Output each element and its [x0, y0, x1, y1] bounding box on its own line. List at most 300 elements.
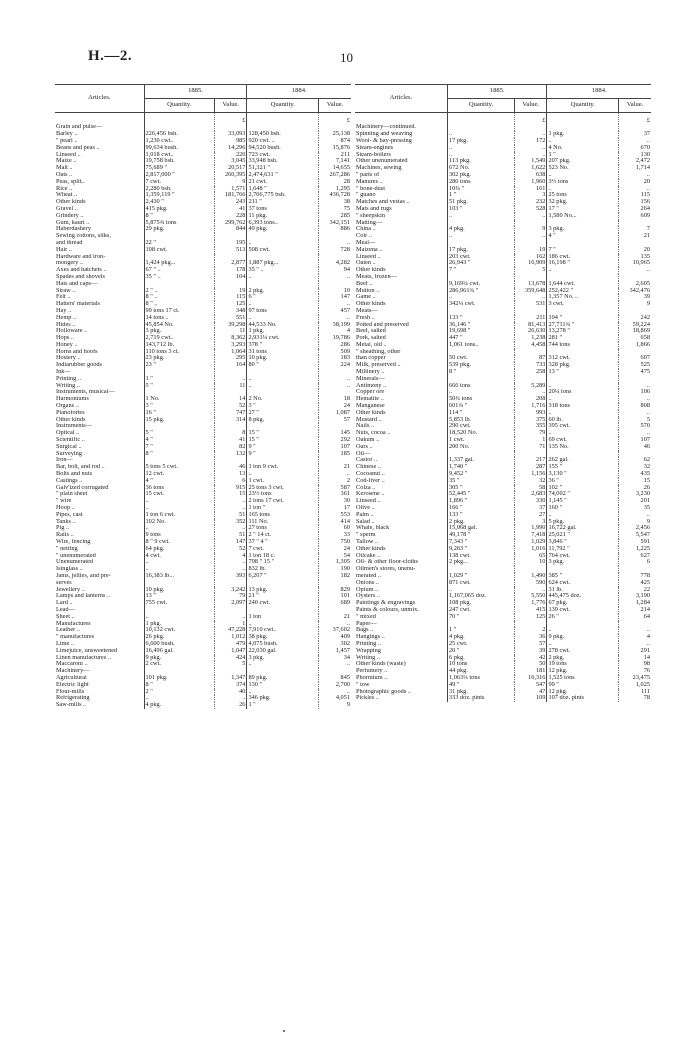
quantity-1885-cell	[448, 240, 515, 247]
value-1885-cell: 479	[215, 641, 247, 648]
value-1885-cell: 42	[515, 655, 547, 662]
value-1884-cell: 25,138	[319, 131, 351, 138]
value-1884-cell: 609	[619, 213, 651, 220]
article-cell: Harmoniums	[55, 396, 144, 403]
quantity-1885-cell: 17 pkg.	[449, 246, 468, 253]
value-1884-cell: 101	[319, 593, 351, 600]
table-row	[355, 328, 651, 335]
table-row	[355, 342, 651, 349]
value-1885-cell: 217	[515, 457, 547, 464]
quantity-1885-cell: 1 No.	[145, 396, 160, 403]
table-row	[355, 186, 651, 193]
value-1885-cell: 14,296	[215, 145, 247, 152]
table-row	[55, 165, 351, 172]
value-1885-cell: 1	[515, 437, 547, 444]
value-1884-cell: 38	[319, 199, 351, 206]
value-1885-cell: 3,293	[215, 342, 247, 349]
value-1884-cell: 570	[619, 423, 651, 430]
quantity-1884-cell: 16,198 "	[547, 260, 619, 267]
table-row	[355, 539, 651, 546]
quantity-1884-cell: 107 doz. pints	[547, 695, 619, 702]
quantity-1885-cell: 133 "	[449, 511, 463, 518]
table-row	[55, 634, 351, 641]
quantity-1884-cell: 798 " 15 "	[247, 559, 319, 566]
value-1885-cell: ..	[515, 213, 547, 220]
value-1884-cell: 46	[619, 444, 651, 451]
article-cell: Other kinds	[55, 417, 144, 424]
quantity-1884-cell: 3 cwt.	[547, 301, 619, 308]
quantity-1884-cell: 27 "	[247, 410, 319, 417]
value-1884-cell: ..	[319, 689, 351, 696]
quantity-1885-cell: 103 "	[449, 205, 463, 212]
article-cell: Sewing cottons, silks,	[55, 233, 144, 240]
article-cell: Gum, kauri ..	[55, 220, 144, 227]
value-1884-cell: 98	[619, 661, 651, 668]
value-1885-cell: 733	[515, 362, 547, 369]
table-row	[55, 138, 351, 145]
value-1884-cell	[319, 389, 351, 396]
article-cell: Hardware and iron-	[55, 254, 144, 261]
value-1884-cell	[319, 369, 351, 376]
quantity-1884-cell: ..	[547, 396, 619, 403]
value-1885-cell: 915	[215, 485, 247, 492]
value-1884-cell: 106	[619, 389, 651, 396]
value-1884-cell: 14,655	[319, 165, 351, 172]
table-row	[355, 301, 651, 308]
table-row	[55, 383, 351, 390]
value-1884-cell	[619, 124, 651, 131]
table-row	[55, 288, 351, 295]
article-cell: Sheet ..	[55, 614, 144, 621]
value-1884-cell	[319, 281, 351, 288]
table-row	[355, 430, 651, 437]
value-1884-cell: 60	[319, 525, 351, 532]
quantity-1885-cell: 447 "	[449, 335, 463, 342]
quantity-1884-cell: 139 cwt.	[547, 607, 619, 614]
quantity-1885-cell: ..	[449, 144, 453, 151]
quantity-1885-cell: ..	[145, 559, 149, 566]
quantity-1884-cell: 1 "	[247, 702, 319, 709]
article-cell: Manganese	[355, 403, 448, 410]
table-row	[355, 131, 651, 138]
article-cell: Pipes, cast	[55, 512, 144, 519]
value-1884-cell: 28	[319, 179, 351, 186]
article-cell: Oil- & other floor-cloths	[355, 559, 448, 566]
value-1884-cell: 553	[319, 512, 351, 519]
table-row	[355, 471, 651, 478]
value-1885-cell: 79	[515, 430, 547, 437]
quantity-1885-cell: 7,343 "	[449, 539, 468, 545]
right-statistics-table	[355, 84, 651, 702]
quantity-1884-cell: 1,525 tons	[547, 675, 619, 682]
article-cell: Other unenumerated	[355, 158, 448, 165]
value-1885-cell: ..	[515, 389, 547, 396]
quantity-1885-cell: 31 pkg.	[449, 688, 468, 695]
value-1885-cell: ..	[515, 294, 547, 301]
article-cell: merated ..	[355, 573, 448, 580]
value-1885-cell: 172	[515, 138, 547, 145]
value-1884-cell: ..	[619, 396, 651, 403]
table-row	[55, 308, 351, 315]
quantity-1885-cell: ..	[449, 586, 453, 593]
article-cell: " sheepskin	[355, 213, 448, 220]
quantity-1884-cell: 49 pkg.	[247, 226, 319, 233]
value-1885-cell: 375	[515, 417, 547, 424]
table-row	[355, 689, 651, 696]
quantity-1884-cell: 94,520 bush.	[247, 145, 319, 152]
table-row	[355, 288, 651, 295]
article-cell: Oats ..	[55, 172, 144, 179]
article-cell: Hematite ..	[355, 396, 448, 403]
article-cell: than copper	[355, 355, 448, 362]
value-1885-cell: 11	[215, 328, 247, 335]
value-1885-cell: 1	[215, 621, 247, 628]
table-row	[55, 607, 351, 614]
article-cell: Other kinds	[355, 301, 448, 308]
quantity-1885-cell: 203 cwt.	[449, 253, 471, 260]
table-row	[355, 566, 651, 573]
article-cell: Lard ..	[55, 600, 144, 607]
quantity-1885-cell: 7 "	[449, 267, 457, 274]
quantity-1884-cell: ..	[547, 512, 619, 519]
quantity-1885-cell: 1,230 cwt..	[145, 137, 174, 144]
article-cell: Rice ..	[55, 186, 144, 193]
value-1885-cell: 2	[515, 627, 547, 634]
quantity-1884-cell	[547, 349, 619, 356]
value-1884-cell: 9	[319, 702, 351, 709]
quantity-1884-cell: 111 No.	[247, 519, 319, 526]
value-1885-cell: 590	[515, 580, 547, 587]
value-1884-cell: 1,714	[619, 165, 651, 172]
table-row	[355, 213, 651, 220]
article-cell: Mustard ..	[355, 417, 448, 424]
table-row	[55, 172, 351, 179]
article-cell: Jams, jellies, and pre-	[55, 573, 144, 580]
value-1885-cell	[515, 349, 547, 356]
value-1885-cell: 57	[515, 641, 547, 648]
value-1884-cell: 286	[319, 342, 351, 349]
quantity-1885-cell: 4 pkg.	[449, 634, 465, 641]
quantity-1884-cell: ..	[547, 430, 619, 437]
article-cell: Mutton ..	[355, 288, 448, 295]
article-cell: Maizena ..	[355, 247, 448, 254]
value-1885-cell: 19	[215, 288, 247, 295]
quantity-1885-cell: ..	[145, 566, 149, 573]
quantity-1885-cell: 67 " ..	[145, 267, 161, 274]
article-cell: Grain and pulse—	[55, 124, 144, 131]
table-row	[355, 220, 651, 227]
value-1884-cell: 201	[619, 498, 651, 505]
table-row	[55, 403, 351, 410]
quantity-1885-cell: ..	[145, 613, 149, 620]
table-row	[55, 369, 351, 376]
table-row	[55, 226, 351, 233]
table-row	[55, 430, 351, 437]
quantity-1884-cell: 1,580 No...	[547, 213, 619, 220]
table-row	[355, 226, 651, 233]
quantity-1884-cell: 1,357 No. ..	[547, 294, 619, 301]
quantity-1885-cell: 342¼ cwt.	[449, 301, 476, 308]
quantity-1884-cell: ..	[247, 661, 319, 668]
currency-symbol: £	[619, 112, 651, 124]
article-cell: " parts of	[355, 172, 448, 179]
quantity-header: Quantity.	[247, 98, 319, 112]
table-row	[55, 600, 351, 607]
value-1885-cell: ..	[515, 131, 547, 138]
value-1885-cell: 7,418	[515, 532, 547, 539]
value-1885-cell	[515, 274, 547, 281]
value-1885-cell: ..	[215, 498, 247, 505]
quantity-1885-cell: 8 "	[449, 369, 457, 376]
value-1885-cell	[215, 580, 247, 587]
table-row	[55, 281, 351, 288]
quantity-1885-cell: 14 tons ..	[145, 314, 169, 321]
value-1885-cell: 14	[215, 396, 247, 403]
value-1885-cell: 33,093	[215, 131, 247, 138]
value-1884-cell: ..	[319, 376, 351, 383]
value-1884-cell: 54	[319, 553, 351, 560]
quantity-1884-cell: 3½ tons	[547, 179, 619, 186]
value-1884-cell: ..	[319, 301, 351, 308]
value-1885-cell: 65	[515, 553, 547, 560]
quantity-1885-cell: 19,698 "	[449, 328, 471, 335]
quantity-1885-cell	[448, 621, 515, 628]
article-cell: Oars ..	[355, 444, 448, 451]
value-1884-cell: 4	[619, 634, 651, 641]
quantity-1884-cell: 1 "	[547, 152, 619, 159]
quantity-1885-cell: 10¾ "	[449, 185, 465, 192]
value-1884-cell: 291	[619, 648, 651, 655]
table-row	[55, 573, 351, 580]
quantity-1885-cell: 75,689 "	[145, 165, 167, 172]
quantity-1884-cell: 9 "	[247, 451, 319, 458]
quantity-1885-cell: 226,456 bsh.	[145, 131, 178, 138]
article-cell: Other kinds	[355, 546, 448, 553]
quantity-1884-cell: 2,706,775 bsh.	[247, 192, 319, 199]
article-cell: Leather ..	[55, 627, 144, 634]
quantity-1884-cell: 12 pkg.	[547, 668, 619, 675]
quantity-1885-cell: 23 pkg.	[145, 355, 165, 362]
table-row	[55, 695, 351, 702]
article-cell: Pig ..	[55, 525, 144, 532]
quantity-1885-cell: 200 No.	[449, 443, 470, 450]
quantity-1884-cell: 130 "	[247, 682, 319, 689]
value-1885-cell: 16,909	[515, 260, 547, 267]
value-1885-cell	[215, 369, 247, 376]
value-1885-cell: 393	[215, 573, 247, 580]
table-row	[355, 641, 651, 648]
article-cell: " manufactures	[55, 634, 144, 641]
quantity-1885-cell: 8 "	[145, 212, 153, 219]
value-1885-cell: 260,395	[215, 172, 247, 179]
article-cell: and thread	[55, 240, 144, 247]
quantity-1884-cell: 6,393 tons..	[247, 220, 319, 227]
quantity-header: Quantity.	[144, 98, 215, 112]
value-1884-cell: 5,547	[619, 532, 651, 539]
quantity-1885-cell: 2 pkg.	[449, 518, 465, 525]
quantity-1885-cell: 29 pkg.	[145, 226, 165, 233]
quantity-1885-cell: 305 "	[449, 484, 463, 491]
value-1885-cell: 1,776	[515, 600, 547, 607]
quantity-1885-cell: 133 "	[449, 314, 463, 321]
quantity-1884-cell: 252,422 "	[547, 288, 619, 295]
quantity-1885-cell: 1,029 "	[449, 572, 468, 579]
value-1884-cell: 37	[619, 131, 651, 138]
quantity-1885-cell: 247 cwt.	[449, 606, 471, 613]
article-cell: Palm ..	[355, 512, 448, 519]
table-row	[55, 525, 351, 532]
table-row	[355, 559, 651, 566]
value-1885-cell: 147	[215, 539, 247, 546]
article-cell: Lamps and lanterns ..	[55, 593, 144, 600]
value-1884-cell: 6	[619, 559, 651, 566]
value-1884-cell: 607	[619, 355, 651, 362]
table-row	[355, 675, 651, 682]
value-1884-cell: 285	[319, 213, 351, 220]
value-1884-cell: ..	[619, 186, 651, 193]
value-1884-cell	[619, 376, 651, 383]
article-cell: Onions ..	[355, 580, 448, 587]
quantity-1885-cell: 280 tons	[449, 178, 471, 185]
value-1885-cell: 13	[215, 471, 247, 478]
value-1884-cell: 670	[619, 145, 651, 152]
article-cell: Hoop ..	[55, 505, 144, 512]
quantity-1885-cell: ..	[449, 131, 453, 138]
quantity-1884-cell: 3,130 "	[547, 471, 619, 478]
table-row	[55, 437, 351, 444]
table-row	[355, 335, 651, 342]
articles-header: Articles.	[55, 85, 144, 113]
table-row	[55, 199, 351, 206]
article-cell: Opium ..	[355, 587, 448, 594]
value-1885-cell	[215, 124, 247, 131]
quantity-1884-cell	[247, 124, 319, 131]
quantity-1884-cell: 1 pkg.	[547, 131, 619, 138]
value-1884-cell: 115	[619, 192, 651, 199]
value-1884-cell	[619, 274, 651, 281]
value-1884-cell: 267,286	[319, 172, 351, 179]
article-cell: Steam-boilers	[355, 152, 448, 159]
value-1884-cell: 39	[619, 294, 651, 301]
value-1884-cell: ..	[319, 621, 351, 628]
value-1885-cell: 3,242	[215, 587, 247, 594]
quantity-1884-cell: 2,474,631 "	[247, 172, 319, 179]
table-row	[355, 158, 651, 165]
table-row	[55, 240, 351, 247]
article-cell: Hosiery ..	[55, 355, 144, 362]
value-1884-cell: 3,230	[619, 491, 651, 498]
quantity-1885-cell: 4 "	[145, 477, 153, 484]
article-cell: Pickles ..	[355, 695, 448, 702]
value-1885-cell: 51	[215, 512, 247, 519]
quantity-1884-cell: 2 pkg.	[547, 655, 619, 662]
article-cell: Linseed ..	[55, 152, 144, 159]
article-cell: " sperm	[355, 532, 448, 539]
quantity-1885-cell	[144, 668, 215, 675]
value-1884-cell: 130	[619, 152, 651, 159]
quantity-1884-cell	[547, 274, 619, 281]
quantity-1885-cell: 50¾ tons	[449, 396, 473, 403]
quantity-1884-cell: 2 pkg.	[247, 288, 319, 295]
value-1884-cell: 22	[619, 587, 651, 594]
article-cell: Felt ..	[55, 294, 144, 301]
article-cell: Other kinds (waste)	[355, 661, 448, 668]
value-1884-cell: 156	[619, 199, 651, 206]
table-row	[55, 233, 351, 240]
value-1885-cell: 104	[215, 274, 247, 281]
article-cell: Wire, fencing	[55, 539, 144, 546]
table-row	[355, 491, 651, 498]
quantity-1884-cell: 378 "	[247, 342, 319, 349]
quantity-1885-cell: 7 cwt.	[145, 178, 161, 185]
value-1885-cell	[515, 621, 547, 628]
table-row	[55, 328, 351, 335]
quantity-1885-cell: 601¾ "	[449, 403, 468, 410]
article-cell: Oilcake ..	[355, 553, 448, 560]
article-cell: Hay ..	[55, 308, 144, 315]
article-cell: Photographic goods ..	[355, 689, 448, 696]
table-row	[55, 192, 351, 199]
article-cell: Maize ..	[55, 158, 144, 165]
value-1885-cell	[515, 240, 547, 247]
table-row	[355, 389, 651, 396]
value-1884-cell: 135	[619, 254, 651, 261]
article-cell: " sheathing, other	[355, 349, 448, 356]
quantity-1885-cell: 99 tons 17 ct.	[145, 307, 180, 314]
article-cell: Steam-engines	[355, 145, 448, 152]
table-row	[55, 410, 351, 417]
quantity-1885-cell: 7 "	[145, 443, 153, 450]
article-cell: Hops ..	[55, 335, 144, 342]
article-cell: Oakum ..	[355, 437, 448, 444]
quantity-1884-cell: 12 pkg.	[547, 689, 619, 696]
table-row	[55, 593, 351, 600]
article-cell: Colza ..	[355, 485, 448, 492]
quantity-1885-cell: 108 pkg.	[449, 600, 472, 607]
quantity-1884-cell	[547, 566, 619, 573]
quantity-1884-cell: 44,533 No.	[247, 322, 319, 329]
value-1884-cell: 78	[619, 695, 651, 702]
value-1884-cell: 15,876	[319, 145, 351, 152]
value-1884-cell: 342,476	[619, 288, 651, 295]
value-1885-cell: 985	[215, 138, 247, 145]
value-1885-cell	[215, 389, 247, 396]
article-cell: Limejuice, unsweetened	[55, 648, 144, 655]
article-cell: Isinglass ..	[55, 566, 144, 573]
quantity-1885-cell: 1 "	[145, 375, 153, 382]
article-cell: Unenumerated	[55, 559, 144, 566]
quantity-1884-cell: 25 tons	[547, 192, 619, 199]
quantity-1885-cell: 4 pkg.	[145, 702, 162, 709]
article-cell: Pianofortes	[55, 410, 144, 417]
table-row	[355, 322, 651, 329]
quantity-1884-cell: 13 "	[547, 369, 619, 376]
article-cell: Hair ..	[55, 247, 144, 254]
value-1884-cell: ..	[619, 512, 651, 519]
quantity-1885-cell: 44 pkg.	[449, 668, 468, 675]
quantity-1885-cell: 101 pkg.	[145, 674, 168, 681]
table-row	[55, 294, 351, 301]
value-header: Value.	[619, 98, 651, 112]
value-1884-cell: 21	[319, 464, 351, 471]
quantity-1884-cell	[247, 369, 319, 376]
quantity-1885-cell: 6,600 bush.	[145, 640, 175, 647]
value-1884-cell	[319, 580, 351, 587]
quantity-1884-cell: 31 tons	[247, 349, 319, 356]
value-1884-cell: 145	[319, 430, 351, 437]
quantity-1885-cell: ..	[145, 498, 149, 505]
quantity-1884-cell	[547, 240, 619, 247]
